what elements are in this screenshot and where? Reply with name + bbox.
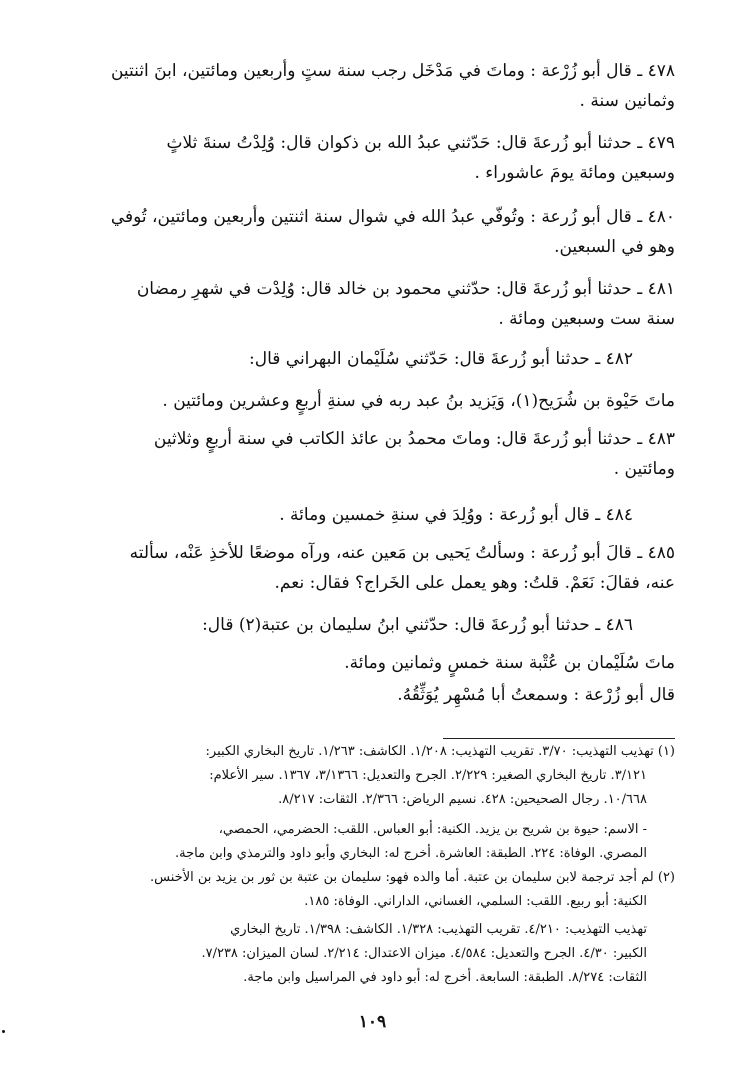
entry-line: ٤٨٠ ـ قال أبو زُرعة : وتُوفّي عبدُ الله في شوال سنة اثنتين وأربعين ومائتين، تُوفي — [110, 207, 675, 227]
footnote-line: ٣/١٢١. تاريخ البخاري الصغير: ٢/٢٢٩. الجرح والتعديل: ٣/١٣٦٦، ١٣٦٧. سير الأعلام: — [209, 768, 647, 783]
entry-line: ٤٨٥ ـ قالَ أبو زُرعة : وسألتُ يَحيى بن مَعين عنه، ورآه موضعًا للأخذِ عَنْه، سألته — [129, 543, 675, 563]
entry-485 — [70, 538, 675, 598]
footnote-line: تهذيب التهذيب: ٤/٢١٠. تقريب التهذيب: ١/٣٢٨. الكاشف: ١/٣٩٨. تاريخ البخاري — [230, 922, 647, 937]
entry-486 — [70, 610, 675, 710]
entry-478 — [70, 56, 675, 116]
footnote-line: - الاسم: حيوة بن شريح بن يزيد. الكنية: أبو العباس. اللقب: الحضرمي، الحمصي، — [218, 822, 647, 837]
scan-speck — [2, 1030, 5, 1033]
footnote-line: المصري. الوفاة: ٢٢٤. الطبقة: العاشرة. أخرج له: البخاري وأبو داود والترمذي وابن ماجة. — [175, 846, 647, 861]
footnote-line: (٢) لم أجد ترجمة لابن سليمان بن عتبة. أما والده فهو: سليمان بن عتبة بن ثور بن يزيد بن الأخنس. — [150, 870, 675, 885]
footnote-line: الكبير: ٤/٣٠. الجرح والتعديل: ٤/٥٨٤. ميزان الاعتدال: ٢/٢١٤. لسان الميزان: ٧/٢٣٨. — [201, 946, 647, 961]
footnote-line: ١٠/٦٦٨. رجال الصحيحين: ٤٢٨. نسيم الرياض: ٢/٣٦٦. الثقات: ٨/٢١٧. — [278, 792, 647, 807]
entry-line: ماتَ سُلَيْمان بن عُتْبة سنة خمسٍ وثمانين ومائة. — [344, 653, 675, 673]
footnote-line: (١) تهذيب التهذيب: ٣/٧٠. تقريب التهذيب: ١/٢٠٨. الكاشف: ١/٢٦٣. تاريخ البخاري الكبير: — [205, 744, 675, 759]
entry-line: وسبعين ومائة يومَ عاشوراء . — [474, 163, 675, 183]
entry-480 — [70, 202, 675, 262]
entry-line: ٤٨٤ ـ قال أبو زُرعة : ووُلِدَ في سنةِ خمسين ومائة . — [279, 505, 633, 525]
entry-line: قال أبو زُرْعة : وسمعتُ أبا مُسْهِر يُوَثِّقُهُ. — [397, 685, 675, 705]
entry-481 — [70, 274, 675, 334]
entry-483 — [70, 424, 675, 484]
entry-line: ومائتين . — [613, 459, 675, 479]
footnote-line: الكنية: أبو ربيع. اللقب: السلمي، الغساني، الداراني. الوفاة: ١٨٥. — [304, 894, 647, 909]
entry-line: ماتَ حَيْوة بن شُرَيح(١)، وَيَزيد بنُ عبد ربه في سنةِ أربعٍ وعشرين ومائتين . — [162, 391, 675, 411]
page-number: ١٠٩ — [358, 1012, 387, 1032]
entry-line: ٤٨٣ ـ حدثنا أبو زُرعةَ قال: وماتَ محمدُ بن عائذ الكاتب في سنة أربعٍ وثلاثين — [153, 429, 675, 449]
entry-line: سنة ست وسبعين ومائة . — [498, 309, 675, 329]
entry-line: ٤٨٢ ـ حدثنا أبو زُرعةَ قال: حَدّثني سُلَيْمان البهراني قال: — [248, 349, 633, 369]
entry-479 — [70, 128, 675, 188]
entry-line: ٤٧٨ ـ قال أبو زُرْعة : وماتَ في مَدْخَل رجب سنة ستٍ وأربعين ومائتين، ابنَ اثنتين — [110, 61, 675, 81]
entry-484 — [70, 500, 675, 530]
footnotes — [38, 740, 675, 990]
footnote-divider — [443, 738, 675, 739]
entry-line: ٤٧٩ ـ حدثنا أبو زُرعةَ قال: حَدّثني عبدُ الله بن ذكوان قال: وُلِدْتُ سنةَ ثلاثٍ — [166, 133, 675, 153]
entry-line: وهو في السبعين. — [554, 237, 675, 257]
entry-line: ٤٨٦ ـ حدثنا أبو زُرعةَ قال: حدّثني ابنُ سليمان بن عتبة(٢) قال: — [202, 615, 633, 635]
entry-482 — [70, 344, 675, 416]
entry-line: ٤٨١ ـ حدثنا أبو زُرعةَ قال: حدّثني محمود بن خالد قال: وُلِدْت في شهرِ رمضان — [136, 279, 675, 299]
entry-line: عنه، فقالَ: نَعَمْ. قلتُ: وهو يعمل على الخَراج؟ فقال: نعم. — [274, 573, 675, 593]
entry-line: وثمانين سنة . — [579, 91, 675, 111]
footnote-line: الثقات: ٨/٢٧٤. الطبقة: السابعة. أخرج له: أبو داود في المراسيل وابن ماجة. — [243, 970, 647, 985]
